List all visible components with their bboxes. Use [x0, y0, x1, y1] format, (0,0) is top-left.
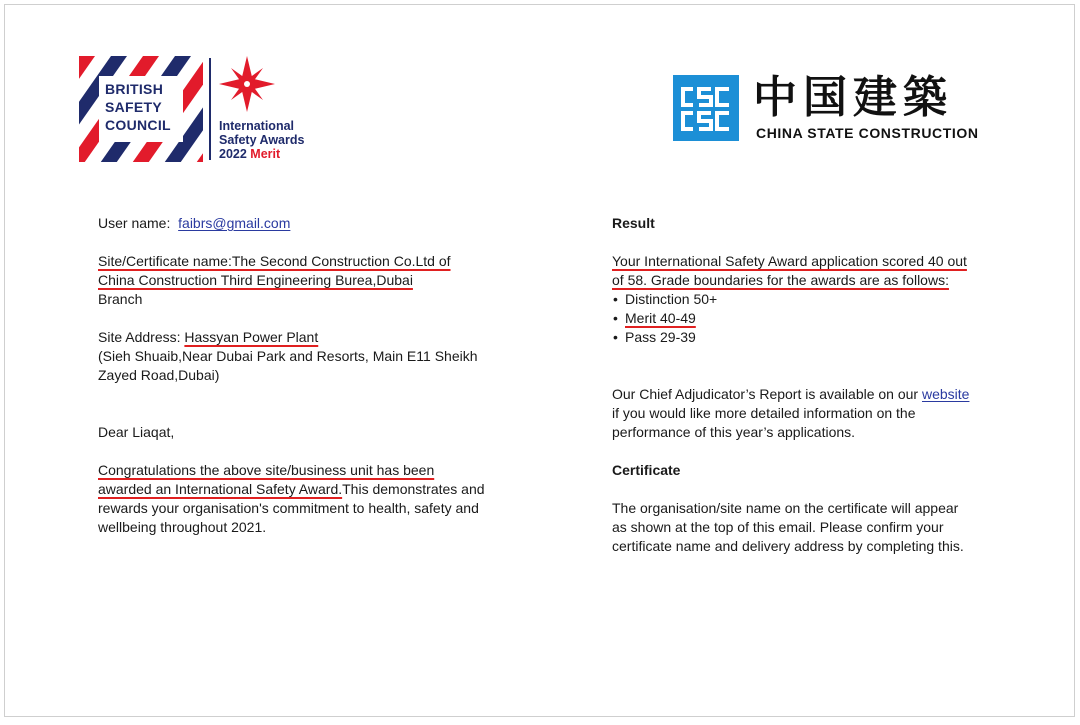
british-safety-council-logo — [79, 56, 319, 167]
right-column — [612, 214, 972, 556]
award-caption: International Safety Awards 2022 Merit — [219, 119, 305, 161]
congratulations-paragraph: Congratulations the above site/business unit has been awarded an International Safety Award.This demonstrates and rewards your organisation's commitment to health, safety and wellbeing throughout 2021. — [98, 462, 485, 535]
cscec-logo — [673, 72, 979, 146]
website-link[interactable]: website — [921, 386, 970, 402]
certificate-heading: Certificate — [612, 462, 681, 478]
bsc-name: BRITISH SAFETY COUNCIL — [105, 81, 171, 133]
grade-boundaries-list — [612, 290, 972, 347]
result-heading: Result — [612, 215, 655, 231]
result-text: Your International Safety Award application scored 40 out of 58. Grade boundaries for the awards are as follows: — [612, 253, 967, 288]
grade-item: • Distinction 50+ — [612, 290, 972, 309]
cscec-mark-icon — [673, 75, 739, 141]
grade-item: • Pass 29-39 — [612, 328, 972, 347]
site-name: Site/Certificate name:The Second Construction Co.Ltd of China Construction Third Engineering Burea,Dubai Branch — [98, 253, 451, 307]
report-paragraph: Our Chief Adjudicator’s Report is available on our website if you would like more detailed information on the performance of this year’s applications. — [612, 386, 970, 440]
cscec-english-name: CHINA STATE CONSTRUCTION — [756, 125, 979, 141]
certificate-text: The organisation/site name on the certificate will appear as shown at the top of this email. Please confirm your certificate name and delivery address by completing this. — [612, 500, 964, 554]
greeting: Dear Liaqat, — [98, 424, 175, 440]
cscec-chinese-name: 中国建築 — [753, 72, 953, 123]
grade-item: • Merit 40-49 — [612, 309, 972, 328]
user-name-line: User name: faibrs@gmail.com — [98, 215, 291, 231]
compass-star-icon — [219, 56, 275, 112]
user-email-link[interactable]: faibrs@gmail.com — [178, 215, 291, 231]
left-column — [98, 214, 488, 537]
site-address: Site Address: Hassyan Power Plant (Sieh Shuaib,Near Dubai Park and Resorts, Main E11 Sheikh Zayed Road,Dubai) — [98, 329, 478, 383]
